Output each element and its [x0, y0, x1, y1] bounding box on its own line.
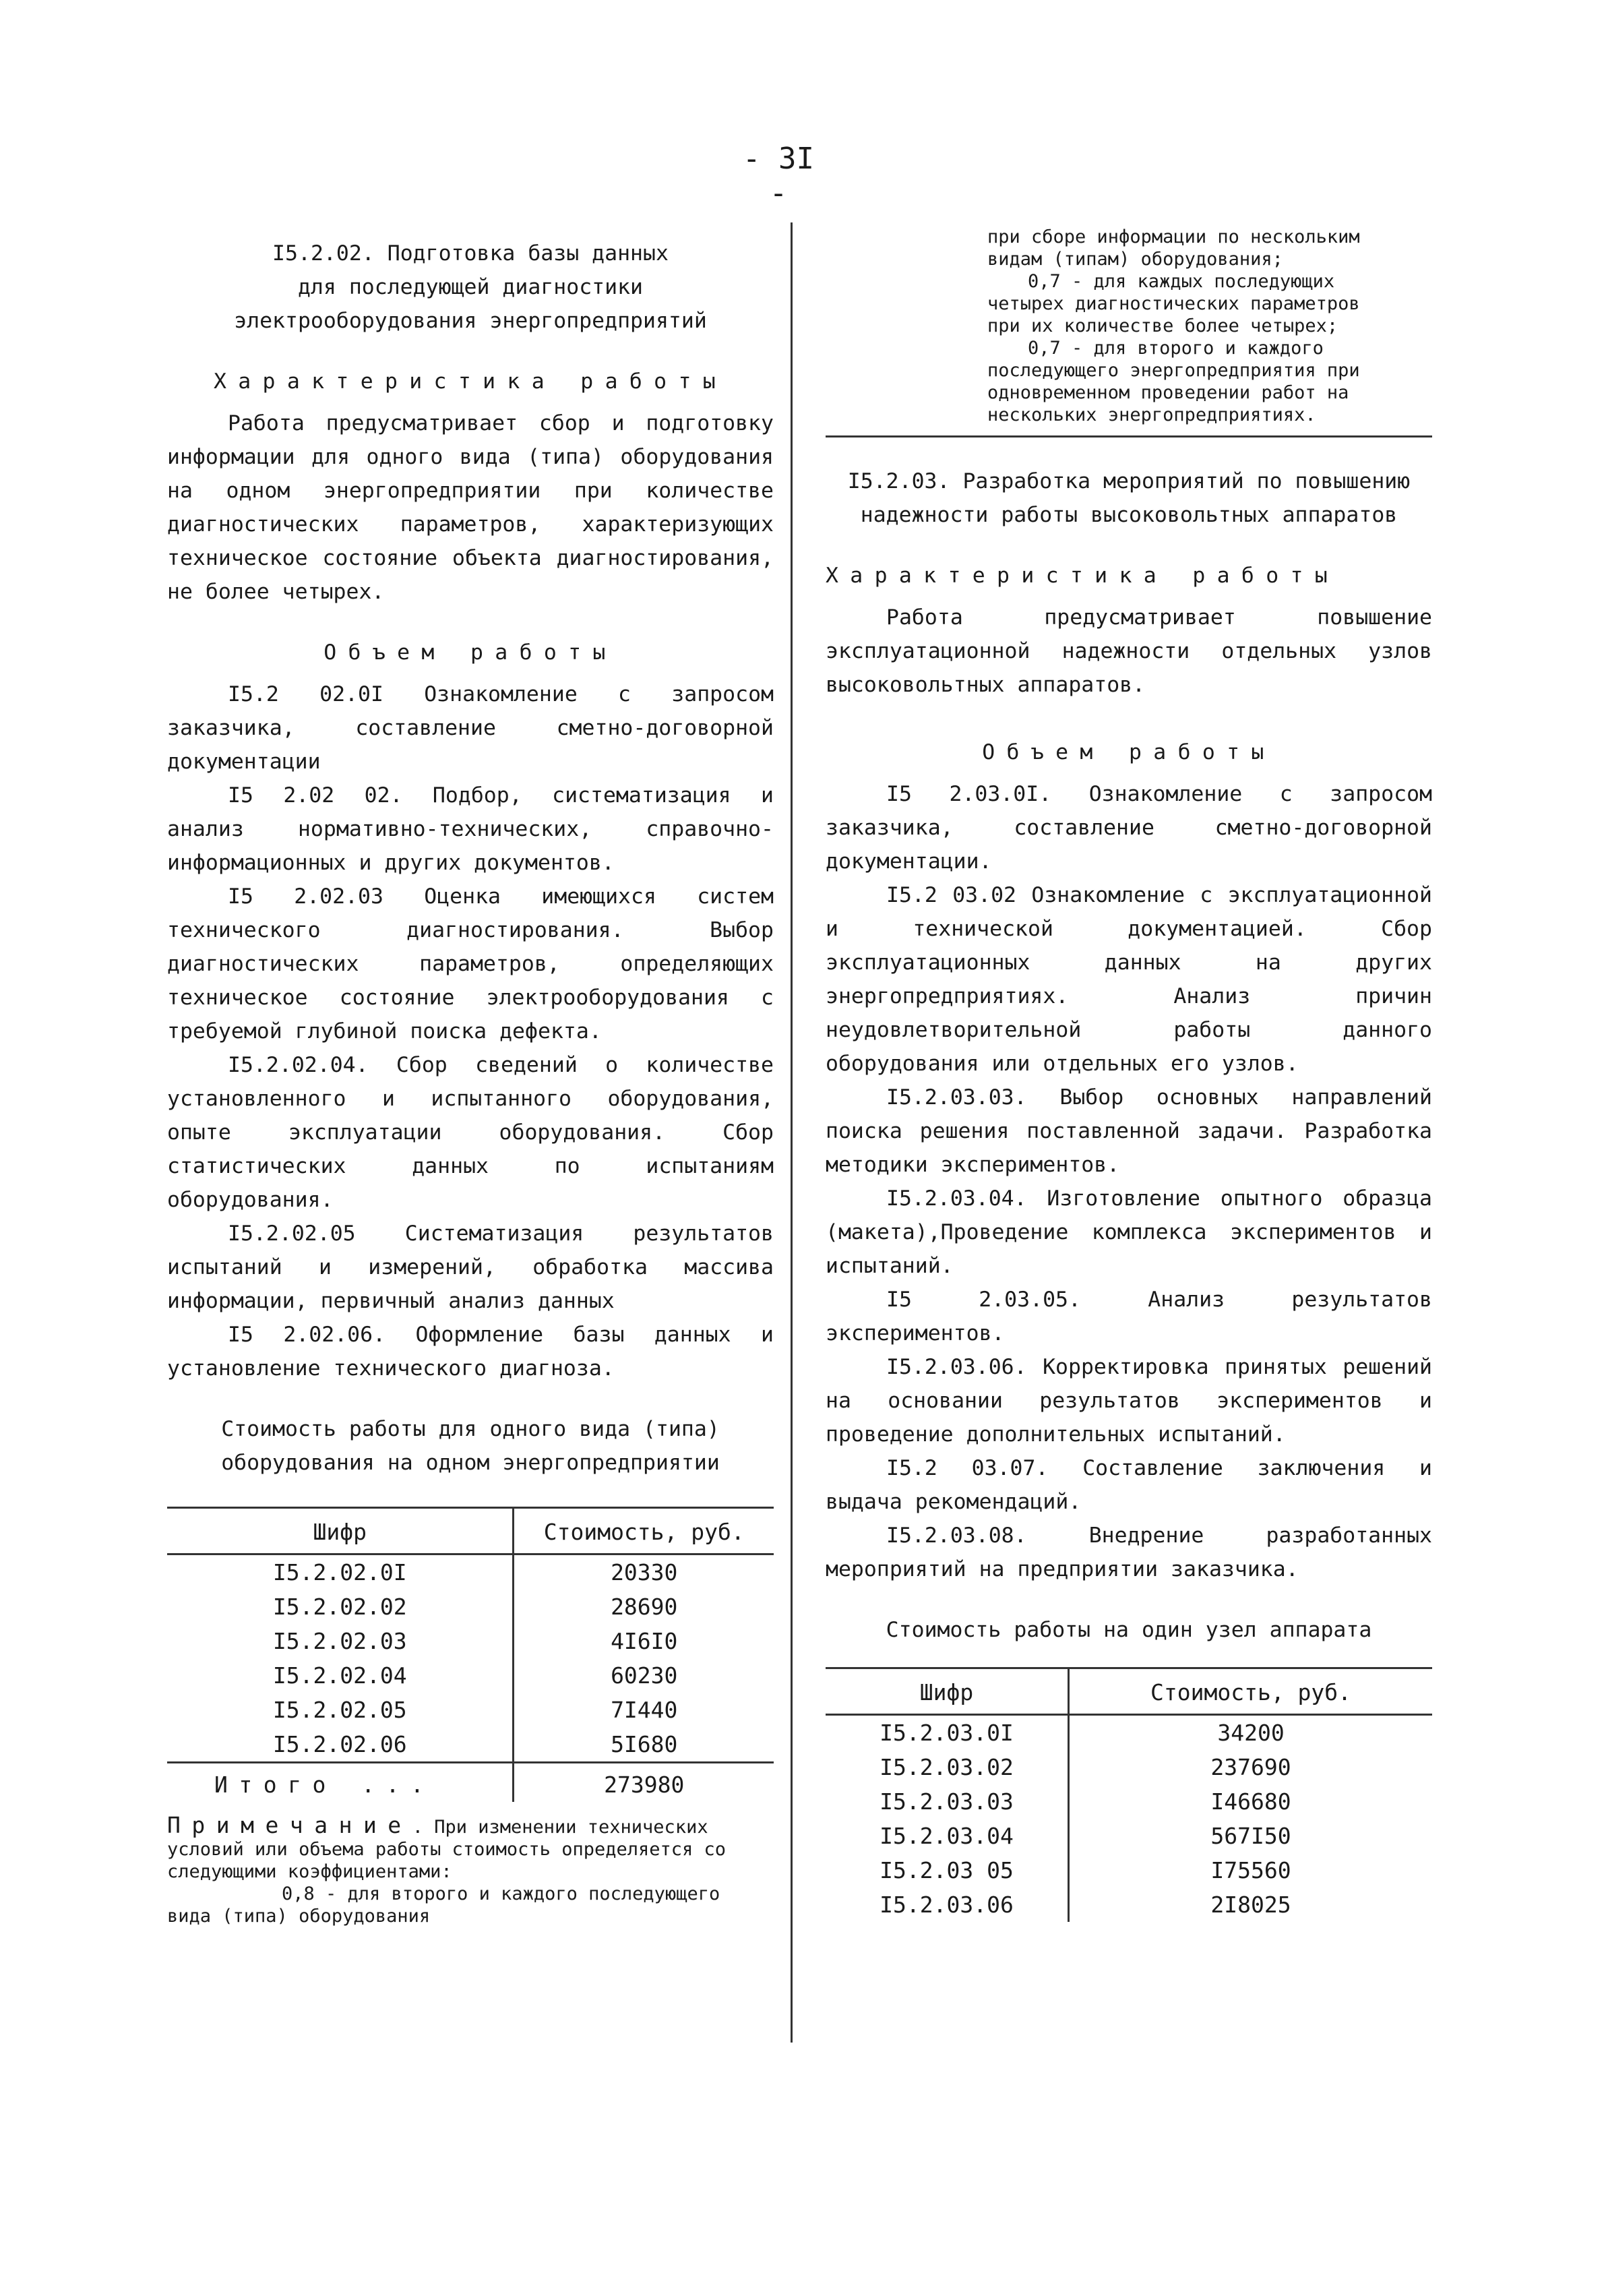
title-line: электрооборудования энергопредприятий: [234, 309, 707, 333]
work-item: I5.2.02.04. Сбор сведений о количестве установленного и испытанного оборудования, опыте эксплуатации оборудования. Сбор статистических данных по испытаниям оборудования.: [167, 1053, 774, 1212]
work-item: I5 2.03.05. Анализ результатов экспериментов.: [826, 1288, 1432, 1346]
table-row: I5.2.02.03 4I6I0: [167, 1624, 774, 1658]
caption-line: Стоимость работы для одного вида (типа): [221, 1417, 720, 1441]
left-column: [167, 226, 774, 1927]
page-number: - 3I -: [743, 142, 814, 210]
table-row: I5.2.02.0I 20330: [167, 1554, 774, 1590]
table-total-row: Итого ... 273980: [167, 1763, 774, 1803]
work-item: I5.2 03.02 Ознакомление с эксплуатационной и технической документацией. Сбор эксплуатационных данных на других энергопредприятиях. Анализ причин неудовлетворительной работы данного оборудования или отдельных его узлов.: [826, 883, 1432, 1076]
coefficient-line: 0,7 - для второго и каждого последующего энергопредприятия при одновременном проведении работ на нескольких энергопредприятиях.: [987, 338, 1360, 425]
section-title-15-2-03: [826, 464, 1432, 532]
title-line: I5.2.03. Разработка мероприятий по повышению: [847, 469, 1411, 493]
caption-line: оборудования на одном энергопредприятии: [221, 1451, 720, 1475]
right-column: [826, 226, 1432, 1922]
table-row: I5.2.02.05 7I440: [167, 1693, 774, 1727]
characteristic-text: Работа предусматривает повышение эксплуатационной надежности отдельных узлов высоковольтных аппаратов.: [826, 605, 1432, 697]
work-item: I5.2.02.05 Систематизация результатов испытаний и измерений, обработка массива информации, первичный анализ данных: [167, 1221, 774, 1313]
work-item: I5.2 03.07. Составление заключения и выдача рекомендаций.: [826, 1456, 1432, 1514]
work-item: I5 2.02 02. Подбор, систематизация и анализ нормативно-технических, справочно-информационных и других документов.: [167, 783, 774, 875]
note-heading: Примечание: [167, 1812, 412, 1838]
title-line: для последующей диагностики: [297, 275, 644, 299]
work-item: I5 2.02.06. Оформление базы данных и установление технического диагноза.: [167, 1323, 774, 1381]
table-row: I5.2.03.06 2I8025: [826, 1887, 1432, 1922]
col-header-code: Шифр: [167, 1509, 514, 1554]
note-text: . При изменении технических условий или объема работы стоимость определяется со следующими коэффициентами:: [167, 1817, 727, 1882]
cost-table-right: [826, 1667, 1432, 1922]
col-header-code: Шифр: [826, 1669, 1069, 1715]
table-row: I5.2.02.06 5I680: [167, 1727, 774, 1763]
cost-caption: [167, 1412, 774, 1480]
col-header-cost: Стоимость, руб.: [1069, 1669, 1432, 1715]
work-item: I5.2.03.06. Корректировка принятых решений на основании результатов экспериментов и проведение дополнительных испытаний.: [826, 1355, 1432, 1447]
volume-heading: Объем работы: [982, 740, 1276, 764]
coefficient-line: 0,7 - для каждых последующих четырех диагностических параметров при их количестве более четырех;: [987, 271, 1360, 336]
section-separator: [826, 435, 1432, 437]
work-item: I5 2.03.0I. Ознакомление с запросом заказчика, составление сметно-договорной документации.: [826, 782, 1432, 874]
table-row: I5.2.02.04 60230: [167, 1658, 774, 1693]
work-item: I5.2.03.04. Изготовление опытного образца (макета),Проведение комплекса экспериментов и испытаний.: [826, 1186, 1432, 1278]
characteristic-heading: Характеристика работы: [826, 564, 1340, 588]
coefficient-line: при сборе информации по нескольким видам (типам) оборудования;: [987, 226, 1360, 270]
table-row: I5.2.03.04 567I50: [826, 1819, 1432, 1853]
cost-caption: Стоимость работы на один узел аппарата: [886, 1618, 1372, 1642]
table-row: I5.2.03 05 I75560: [826, 1853, 1432, 1887]
work-item: I5.2.03.03. Выбор основных направлений поиска решения поставленной задачи. Разработка методики экспериментов.: [826, 1085, 1432, 1177]
coefficient-continuation: [826, 226, 1392, 426]
work-item: I5 2.02.03 Оценка имеющихся систем технического диагностирования. Выбор диагностических параметров, определяющих техническое состояние электрооборудования с требуемой глубиной поиска дефекта.: [167, 884, 774, 1044]
column-divider: [791, 222, 793, 2043]
table-row: I5.2.03.02 237690: [826, 1750, 1432, 1784]
table-row: I5.2.03.03 I46680: [826, 1784, 1432, 1819]
title-line: надежности работы высоковольтных аппаратов: [860, 503, 1398, 527]
characteristic-heading: Характеристика работы: [213, 369, 728, 394]
volume-heading: Объем работы: [323, 640, 617, 665]
cost-table-left: [167, 1507, 774, 1802]
table-row: I5.2.02.02 28690: [167, 1590, 774, 1624]
work-item: I5.2.03.08. Внедрение разработанных мероприятий на предприятии заказчика.: [826, 1523, 1432, 1581]
note-coefficient: 0,8 - для второго и каждого последующего вида (типа) оборудования: [167, 1883, 720, 1927]
table-row: I5.2.03.0I 34200: [826, 1715, 1432, 1751]
col-header-cost: Стоимость, руб.: [514, 1509, 774, 1554]
characteristic-text: Работа предусматривает сбор и подготовку информации для одного вида (типа) оборудования на одном энергопредприятии при количестве диагностических параметров, характеризующих техническое состояние объекта диагностирования, не более четырех.: [167, 411, 774, 604]
section-title-15-2-02: [167, 237, 774, 338]
work-item: I5.2 02.0I Ознакомление с запросом заказчика, составление сметно-договорной документации: [167, 682, 774, 774]
note-block: [167, 1814, 774, 1927]
title-line: I5.2.02. Подготовка базы данных: [272, 241, 669, 266]
